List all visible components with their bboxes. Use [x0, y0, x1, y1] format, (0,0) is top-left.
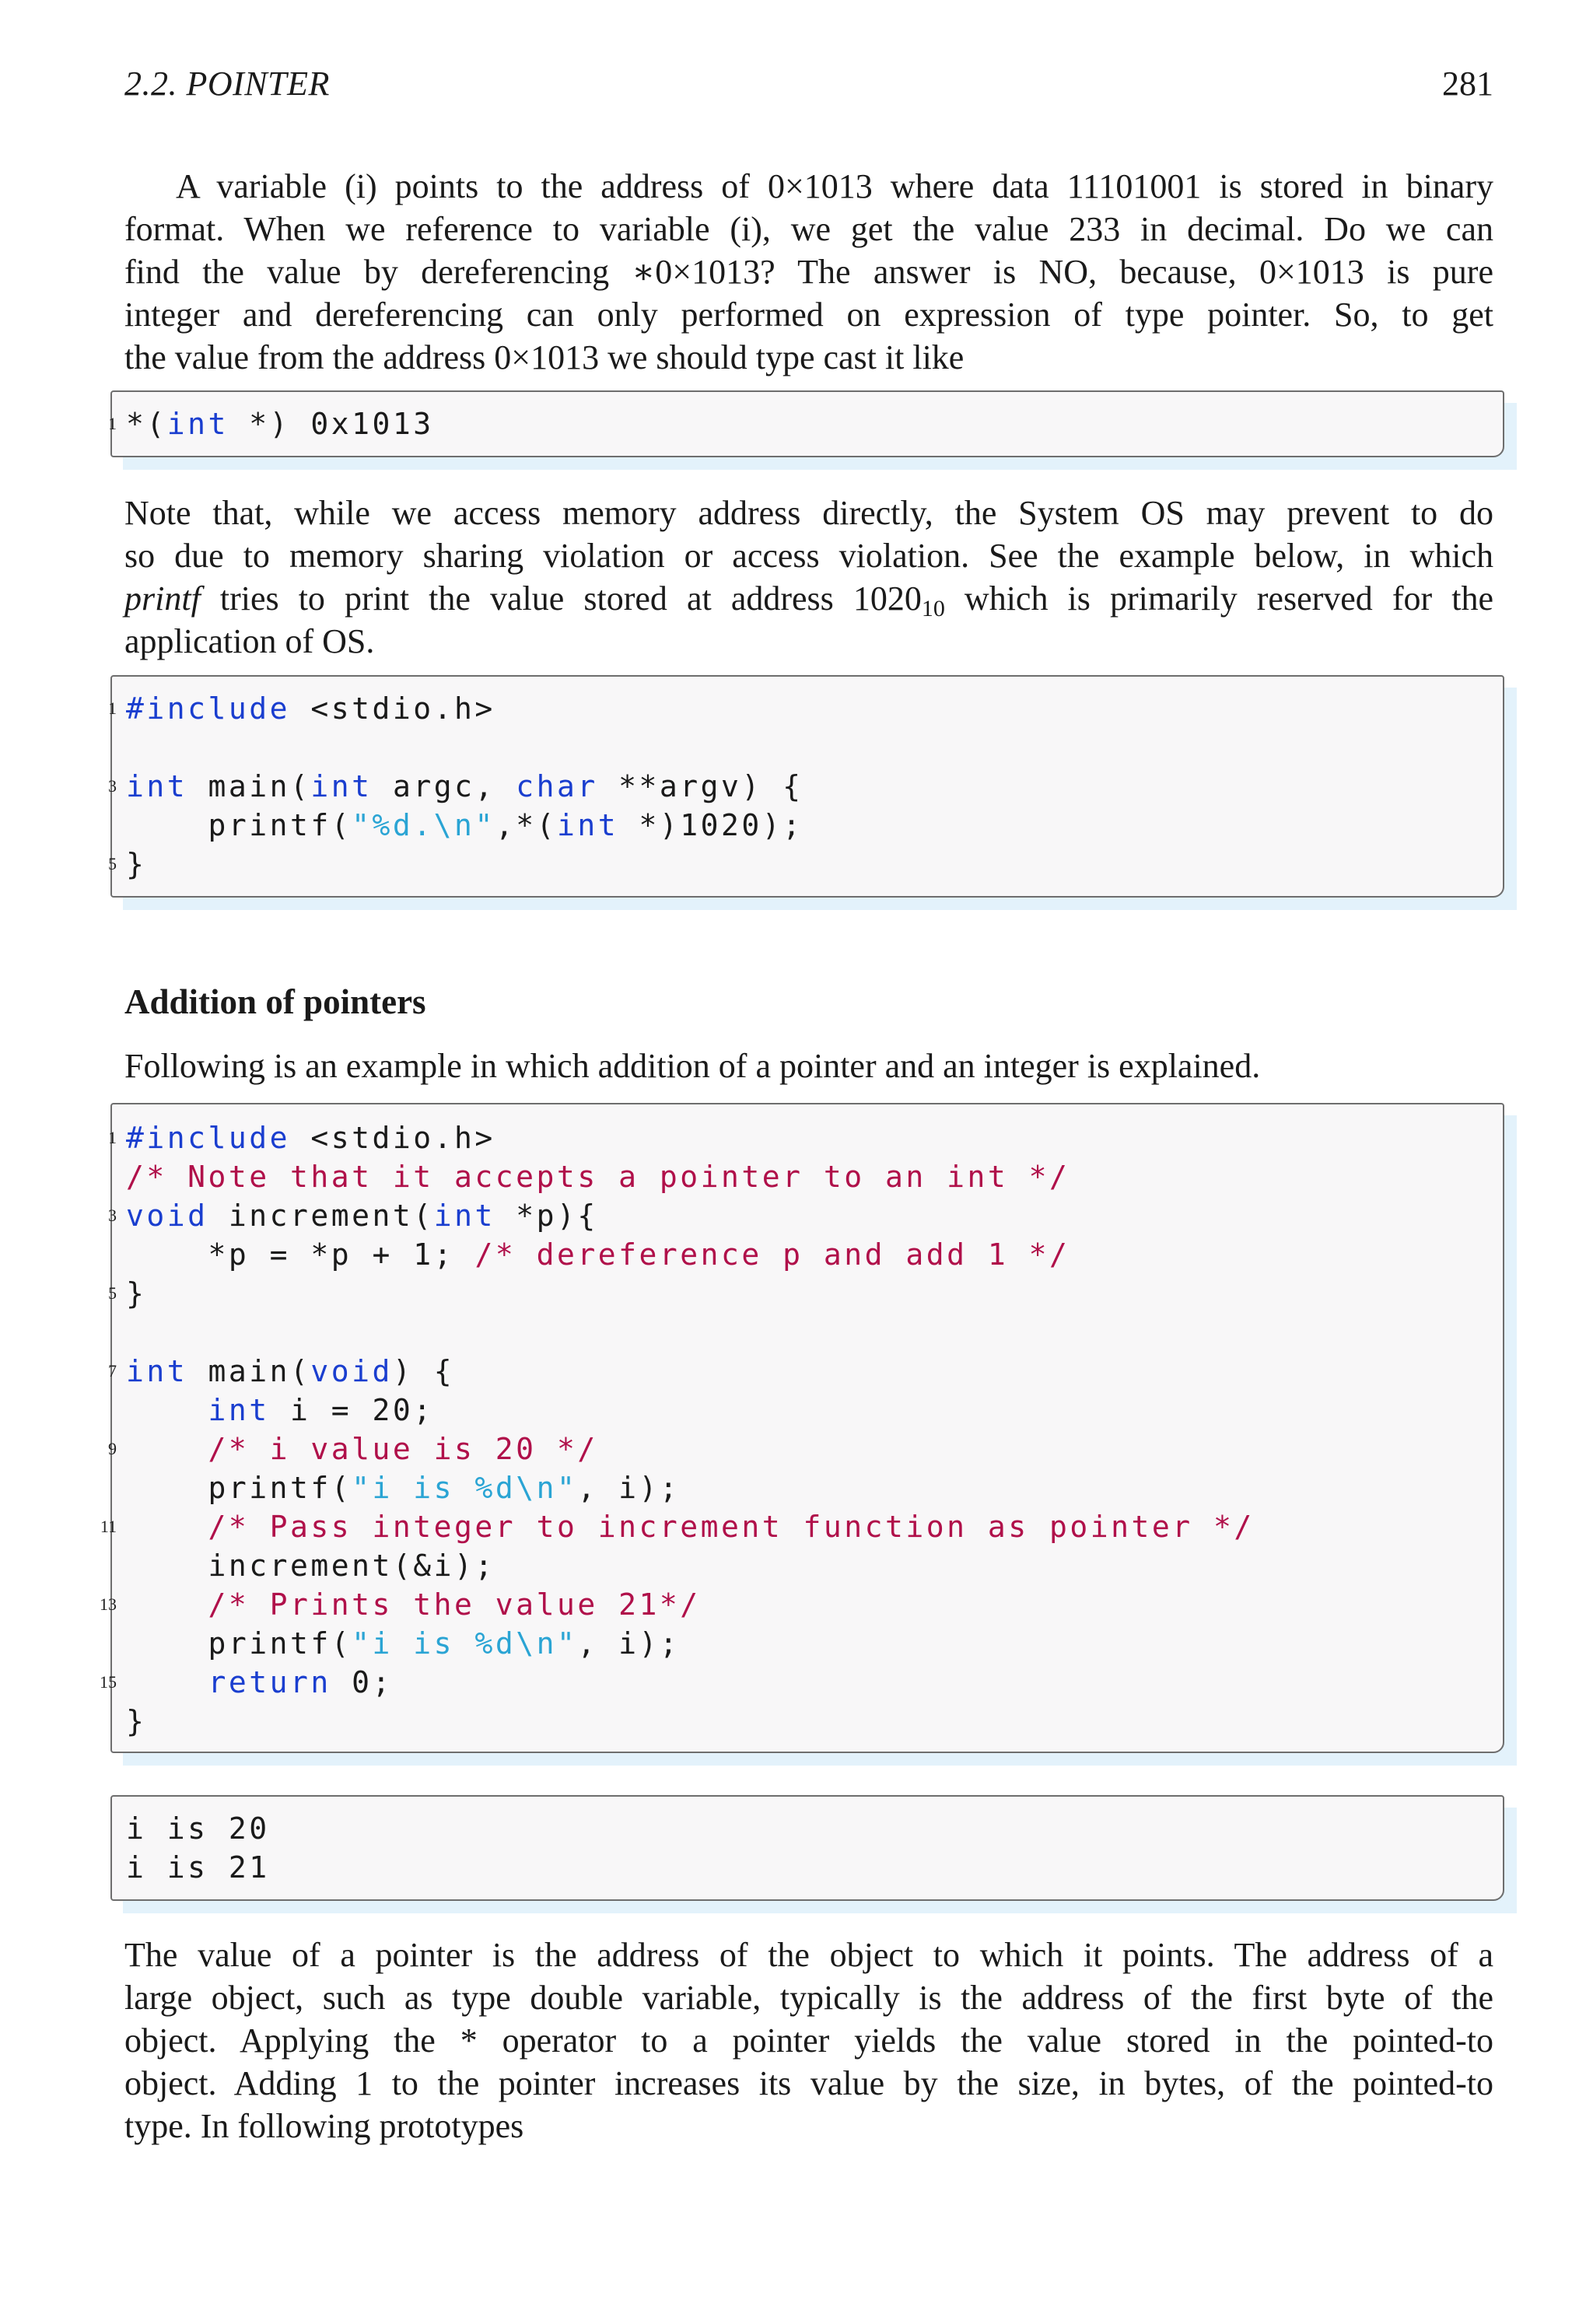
paragraph-line: object. Adding 1 to the pointer increases its value by the size, in bytes, of the pointed-to: [124, 2064, 1493, 2102]
paragraph-line: format. When we reference to variable (i), we get the value 233 in decimal. Do we can: [124, 210, 1493, 248]
code-line: *p = *p + 1; /* dereference p and add 1 */: [126, 1237, 1070, 1272]
code-line: 3 int main(int argc, char **argv) {: [126, 767, 804, 806]
paragraph-line: The value of a pointer is the address of the object to which it points. The address of a: [124, 1936, 1493, 1974]
output-line: i is 21: [126, 1850, 270, 1885]
code-line: 5 }: [126, 845, 146, 884]
paragraph-pointer-value: [124, 1934, 1493, 2147]
page-number: 281: [1442, 65, 1493, 103]
code-line: /* Note that it accepts a pointer to an int */: [126, 1160, 1070, 1194]
line-number: 5: [108, 854, 117, 873]
line-number: 13: [100, 1594, 117, 1614]
code-line: printf("%d.\n",*(int *)1020);: [126, 808, 804, 842]
paragraph-line: application of OS.: [124, 622, 375, 660]
code-block-increment: [100, 1103, 1504, 1753]
subsection-heading: Addition of pointers: [124, 982, 426, 1021]
line-number: 11: [100, 1517, 117, 1536]
code-line: 13 /* Prints the value 21*/: [126, 1585, 701, 1624]
line-number: 1: [108, 698, 117, 718]
paragraph-line: Following is an example in which addition of a pointer and an integer is explained.: [124, 1047, 1261, 1085]
code-line: }: [126, 1704, 147, 1738]
line-number: 3: [108, 776, 117, 796]
paragraph-type-cast-intro: [124, 165, 1493, 379]
code-line: 3 void increment(int *p){: [126, 1196, 598, 1235]
paragraph-memory-violation: Note that, while we access memory address directly, the System OS may prevent to do so due to memory sharing violation or access violation. See the example below, in which printf tries to print the value stored at address $1020_{10}$ which is primarily reserved for the application of OS.: [124, 492, 1493, 663]
code-line: printf("i is %d\n", i);: [126, 1471, 681, 1505]
paragraph-line: integer and dereferencing can only performed on expression of type pointer. So, to get: [124, 296, 1493, 334]
line-number: 7: [108, 1361, 117, 1381]
paragraph-line: Note that, while we access memory address directly, the System OS may prevent to do: [124, 494, 1493, 532]
paragraph-addition-intro: [124, 1045, 1493, 1087]
paragraph-line: object. Applying the * operator to a pointer yields the value stored in the pointed-to: [124, 2021, 1493, 2060]
code-line: printf("i is %d\n", i);: [126, 1626, 681, 1661]
code-line: 1 #include <stdio.h>: [126, 689, 495, 728]
line-number: 15: [100, 1672, 117, 1692]
code-line: 15 return 0;: [126, 1663, 393, 1702]
section-title: 2.2. POINTER: [124, 65, 330, 103]
line-number: 5: [108, 1283, 117, 1303]
subscript: 10: [921, 596, 945, 621]
code-line: 9 /* i value is 20 */: [126, 1430, 598, 1468]
code-line: int i = 20;: [208, 1393, 434, 1427]
line-number: 3: [108, 1206, 117, 1225]
function-name-italic: printf: [124, 579, 201, 618]
code-line: 5 }: [126, 1274, 146, 1313]
line-number: 1: [108, 414, 117, 433]
code-block-printf-address: [110, 675, 1504, 898]
paragraph-line: so due to memory sharing violation or access violation. See the example below, in which: [124, 537, 1493, 575]
code-line: 11 /* Pass integer to increment function as pointer */: [126, 1507, 1255, 1546]
paragraph-line: find the value by dereferencing ∗0×1013? The answer is NO, because, 0×1013 is pure: [124, 253, 1493, 291]
code-line: 1 #include <stdio.h>: [126, 1118, 495, 1157]
line-number: 1: [108, 1128, 117, 1147]
paragraph-line: A variable (i) points to the address of 0×1013 where data 11101001 is stored in binary: [176, 167, 1493, 205]
paragraph-line: large object, such as type double variable, typically is the address of the first byte of the: [124, 1979, 1493, 2017]
paragraph-line: type. In following prototypes: [124, 2107, 524, 2145]
paragraph-line: the value from the address 0×1013 we should type cast it like: [124, 338, 965, 376]
code-line: 7 int main(void) {: [126, 1352, 454, 1391]
line-number: 9: [108, 1439, 117, 1458]
code-block-type-cast: [110, 390, 1504, 457]
output-line: i is 20: [126, 1811, 270, 1846]
running-header: [124, 64, 1493, 103]
code-line: 1 *(int *) 0x1013: [126, 404, 434, 443]
output-block: [110, 1795, 1504, 1901]
code-line: increment(&i);: [126, 1549, 495, 1583]
